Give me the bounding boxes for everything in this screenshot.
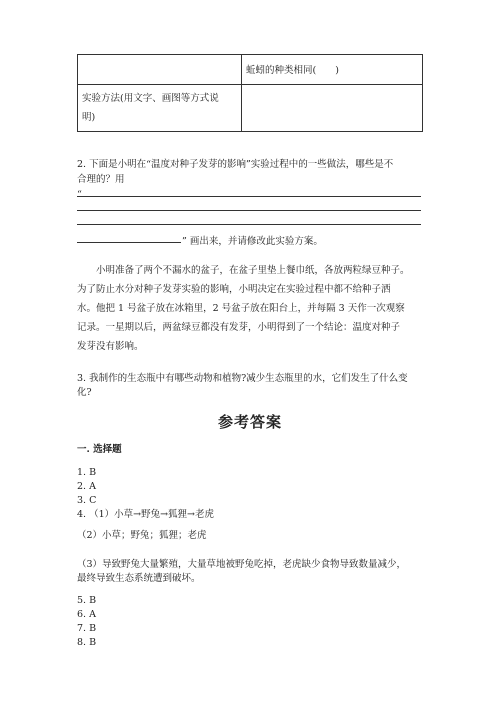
section-heading: 一. 选择题: [77, 444, 122, 455]
answer-item: 3. C: [77, 495, 97, 506]
story-paragraph: [77, 261, 427, 356]
story-line: 为了防止水分对种子发芽实验的影响，小明决定在实验过程中都不给种子洒: [77, 284, 391, 295]
answers-title: 参考答案: [217, 413, 282, 431]
story-line: 小明准备了两个不漏水的盆子，在盆子里垫上餐巾纸，各放两粒绿豆种子。: [96, 265, 410, 276]
question-3-line2: 化?: [77, 387, 92, 398]
answer-item: 4. （1）小草→野兔→狐狸→老虎: [77, 509, 215, 520]
answer-item: 6. A: [77, 609, 96, 620]
table-cell-text: 蚯蚓的种类相同( ): [246, 65, 339, 76]
answer-item: （2）小草；野兔；狐狸；老虎: [77, 530, 207, 541]
table-row: [78, 85, 423, 132]
table-cell: [78, 85, 242, 132]
table-cell-text: 实验方法(用文字、画图等方式说: [82, 93, 219, 104]
story-line: 水。他把 1 号盆子放在冰箱里，2 号盆子放在阳台上，并每隔 3 天作一次观察: [77, 303, 405, 314]
open-quote: “: [77, 189, 82, 200]
answer-line: [77, 242, 181, 243]
answer-item: 7. B: [77, 623, 97, 634]
table-cell-text: 明): [82, 112, 96, 123]
answer-item: 8. B: [77, 637, 97, 648]
answer-item: 最终导致生态系统遭到破坏。: [77, 573, 201, 584]
question-3-line1: 3. 我制作的生态瓶中有哪些动物和植物?减少生态瓶里的水，它们发生了什么变: [77, 373, 408, 384]
table-row: [78, 55, 423, 85]
answer-item: 1. B: [77, 467, 97, 478]
story-line: 记录。一星期以后，两盆绿豆都没有发芽，小明得到了一个结论：温度对种子: [77, 322, 401, 333]
answer-line: [77, 224, 421, 225]
question-2-line1: 2. 下面是小明在“温度对种子发芽的影响”实验过程中的一些做法，哪些是不: [77, 159, 394, 170]
table-cell: [242, 55, 423, 85]
experiment-table: [77, 54, 423, 132]
answer-line: [77, 210, 421, 211]
answer-item: 5. B: [77, 595, 97, 606]
question-2-instruction: ” 画出来，并请修改此实验方案。: [182, 236, 323, 247]
table-cell: [242, 85, 423, 132]
question-2-line2: 合理的？用: [77, 174, 125, 185]
story-line: 发芽没有影响。: [77, 341, 144, 352]
table-cell: [78, 55, 242, 85]
answer-line: [77, 196, 421, 197]
answer-item: 2. A: [77, 481, 96, 492]
answer-item: （3）导致野兔大量繁殖，大量草地被野兔吃掉，老虎缺少食物导致数量减少，: [77, 559, 407, 570]
